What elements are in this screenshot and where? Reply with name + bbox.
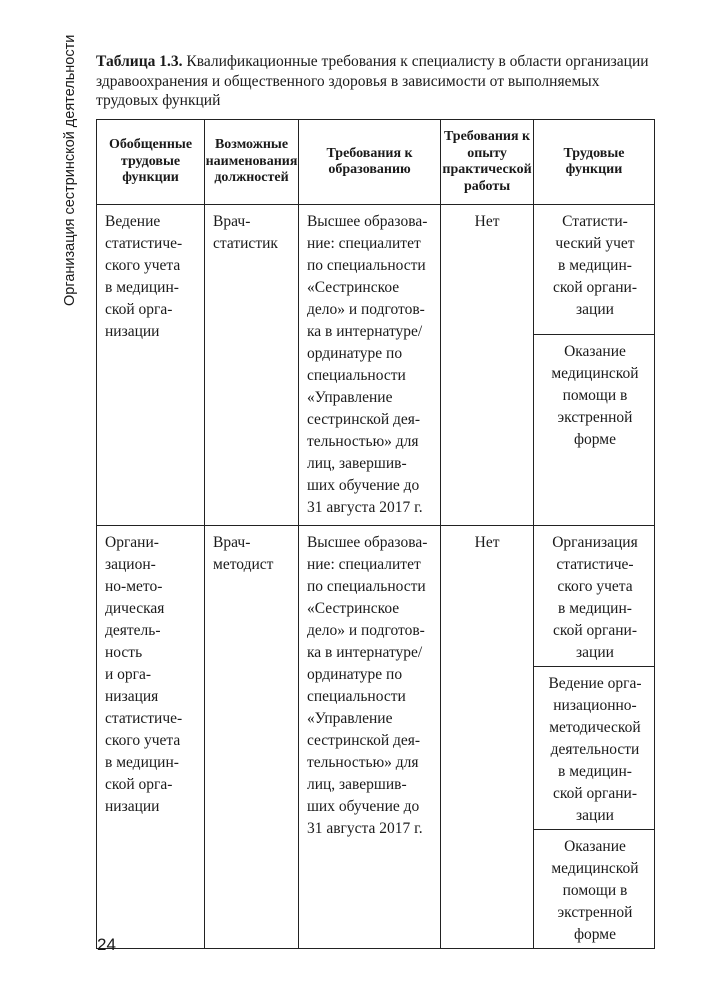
running-header <box>62 34 82 306</box>
table-row <box>97 205 655 526</box>
labor-function-item: Оказание медицинской помощи в экстренной форме <box>551 838 639 943</box>
cell-experience: Нет <box>441 526 534 949</box>
table-caption-label: Таблица 1.3. <box>96 53 183 70</box>
labor-function-item: Статисти- ческий учет в медицин- ской органи- зации <box>534 205 654 335</box>
cell-generalized-function: Ведение статистиче- ского учета в медицин- ской орга- низации <box>97 205 205 526</box>
header-labor-functions: Трудовые функции <box>533 120 654 205</box>
cell-generalized-function: Органи- зацион- но-мето- дическая деятель- ность и орга- низация статистиче- ского учета в медицин- ской орга- низации <box>97 526 205 949</box>
header-positions: Возможные наименования должностей <box>205 120 299 205</box>
running-header-text: Организация сестринской деятельности <box>62 34 78 306</box>
header-experience: Требования к опыту практической работы <box>441 120 534 205</box>
qualification-table <box>96 119 655 949</box>
table-header-row <box>97 120 655 205</box>
labor-function-item: Оказание медицинской помощи в экстренной форме <box>551 343 639 448</box>
labor-function-item: Ведение орга- низационно- методической деятельности в медицин- ской органи- зации <box>534 667 654 830</box>
cell-labor-functions <box>533 205 654 526</box>
cell-education: Высшее образова- ние: специалитет по специальности «Сестринское дело» и подготов- ка в интернатуре/ ординатуре по специальности «Управление сестринской дея- тельностью» для лиц, завершив- ших обучение до 31 августа 2017 г. <box>298 526 440 949</box>
labor-function-item: Организация статистиче- ского учета в медицин- ской органи- зации <box>534 526 654 667</box>
header-generalized-functions: Обобщенные трудовые функции <box>97 120 205 205</box>
cell-position: Врач- статистик <box>205 205 299 526</box>
cell-experience: Нет <box>441 205 534 526</box>
cell-labor-functions <box>533 526 654 949</box>
page-number: 24 <box>97 935 116 954</box>
table-caption-text: Квалификационные требования к специалисту в области организации здравоохранения и общественного здоровья в зависимости от выполняемых трудовых функций <box>96 53 649 109</box>
table-caption <box>96 52 656 111</box>
header-education: Требования к образованию <box>298 120 440 205</box>
table-row <box>97 526 655 949</box>
cell-education: Высшее образова- ние: специалитет по специальности «Сестринское дело» и подготов- ка в интернатуре/ ординатуре по специальности «Управление сестринской дея- тельностью» для лиц, завершив- ших обучение до 31 августа 2017 г. <box>298 205 440 526</box>
cell-position: Врач- методист <box>205 526 299 949</box>
